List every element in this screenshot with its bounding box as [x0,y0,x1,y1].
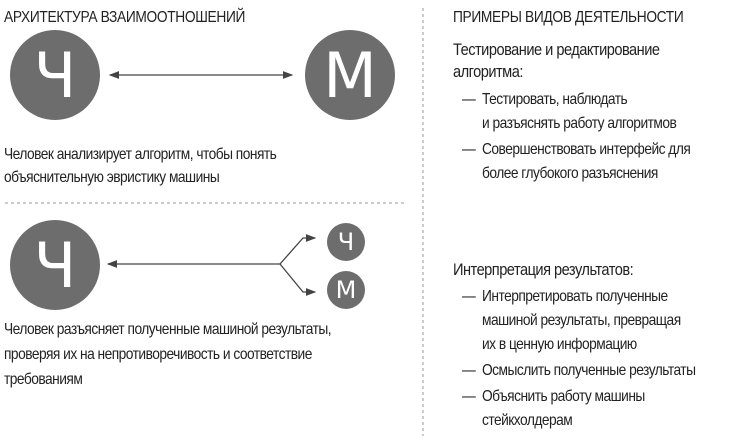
section1-heading: Тестирование и редактирование [453,40,660,59]
bullet-dash: — [462,388,476,405]
bullet-text: Интерпретировать полученные [482,288,668,305]
bullet-text: Совершенствовать интерфейс для [482,141,691,158]
bullet-text: стейкхолдерам [482,412,573,429]
bullet-text: и разъяснять работу алгоритмов [482,115,677,132]
bullet-dash: — [462,288,476,305]
small-machine-circle: М [327,271,365,309]
caption1-line: Человек анализирует алгоритм, чтобы понять [4,146,277,163]
bullet-text: Тестировать, наблюдать [482,91,628,108]
bullet-text: более глубокого разъяснения [482,165,658,182]
small-human-circle: Ч [327,223,365,261]
bullet-text: Объяснить работу машины [482,388,645,405]
human-circle: Ч [10,220,100,310]
bullet-dash: — [462,362,476,379]
caption1-line: объяснительную эвристику машины [4,169,220,186]
right-title: ПРИМЕРЫ ВИДОВ ДЕЯТЕЛЬНОСТИ [453,9,684,26]
caption2-line: Человек разъясняет полученные машиной результаты, [4,321,332,338]
left-title: АРХИТЕКТУРА ВЗАИМООТНОШЕНИЙ [4,9,246,26]
machine-circle: М [305,30,395,120]
bullet-dash: — [462,91,476,108]
fork-arrow-bottom [280,264,315,292]
section1-heading: алгоритма: [453,62,523,81]
caption2-line: требованиям [4,371,83,388]
human-circle: Ч [10,30,100,120]
fork-arrow-top [280,238,315,264]
bullet-text: их в ценную информацию [482,336,637,353]
caption2-line: проверяя их на непротиворечивость и соответствие [4,346,312,363]
bullet-text: машиной результаты, превращая [482,312,681,329]
section2-heading: Интерпретация результатов: [453,260,634,279]
bullet-dash: — [462,141,476,158]
bullet-text: Осмыслить полученные результаты [482,362,696,379]
